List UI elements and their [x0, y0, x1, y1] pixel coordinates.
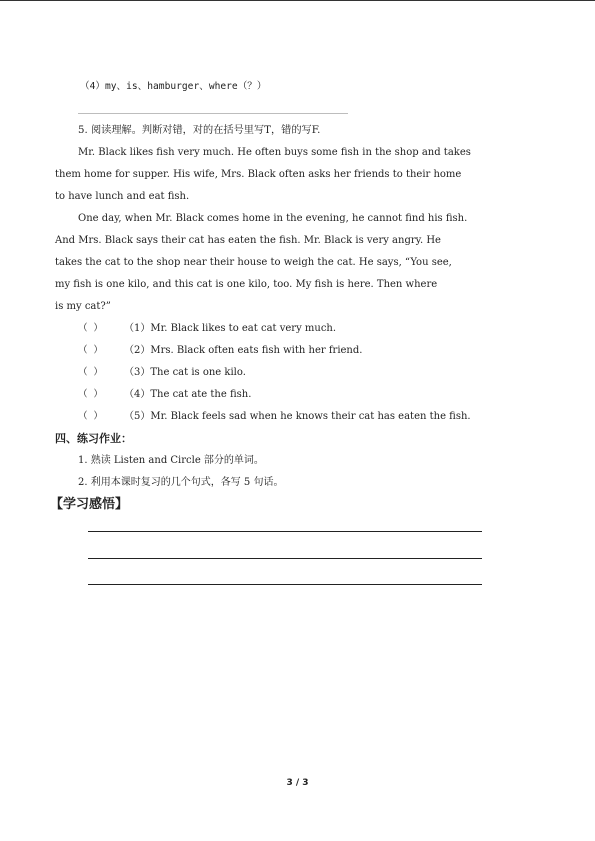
paragraph-2-line-1: One day, when Mr. Black comes home in the evening, he cannot find his fish. — [78, 213, 468, 224]
homework-heading: 四、练习作业： — [55, 432, 132, 445]
paragraph-2-line-2: And Mrs. Black says their cat has eaten the fish. Mr. Black is very angry. He — [55, 235, 441, 246]
question-5-paren: （ ） — [78, 411, 103, 422]
homework-item-1: 1. 熟读 Listen and Circle 部分的单词。 — [78, 455, 264, 466]
writing-line-2 — [88, 558, 482, 559]
reflection-heading: 【学习感悟】 — [50, 497, 129, 512]
writing-line-1 — [88, 531, 482, 532]
homework-item-2: 2. 利用本课时复习的几个句式，各写 5 句话。 — [78, 477, 284, 488]
exercise-item-4: （4）my、is、hamburger、where（？） — [80, 81, 267, 92]
paragraph-1-line-1: Mr. Black likes fish very much. He often buys some fish in the shop and takes — [78, 147, 471, 158]
page-number: 3 / 3 — [286, 778, 309, 788]
question-2-paren: （ ） — [78, 345, 103, 356]
paragraph-2-line-3: takes the cat to the shop near their house to weigh the cat. He says, “You see, — [55, 257, 452, 268]
question-2: （2）Mrs. Black often eats fish with her friend. — [124, 345, 363, 356]
question-1-paren: （ ） — [78, 323, 103, 334]
answer-line — [78, 113, 348, 114]
paragraph-2-line-4: my fish is one kilo, and this cat is one kilo, too. My fish is here. Then where — [55, 279, 438, 290]
question-4: （4）The cat ate the fish. — [124, 389, 252, 400]
top-border-rule — [0, 0, 595, 1]
question-3: （3）The cat is one kilo. — [124, 367, 246, 378]
writing-line-3 — [88, 584, 482, 585]
paragraph-1-line-3: to have lunch and eat fish. — [55, 191, 190, 202]
paragraph-1-line-2: them home for supper. His wife, Mrs. Black often asks her friends to their home — [55, 169, 462, 180]
paragraph-2-line-5: is my cat?” — [55, 301, 111, 312]
question-5: （5）Mr. Black feels sad when he knows their cat has eaten the fish. — [124, 411, 471, 422]
reading-instruction: 5. 阅读理解。判断对错，对的在括号里写T，错的写F. — [78, 125, 321, 136]
question-4-paren: （ ） — [78, 389, 103, 400]
question-3-paren: （ ） — [78, 367, 103, 378]
question-1: （1）Mr. Black likes to eat cat very much. — [124, 323, 337, 334]
